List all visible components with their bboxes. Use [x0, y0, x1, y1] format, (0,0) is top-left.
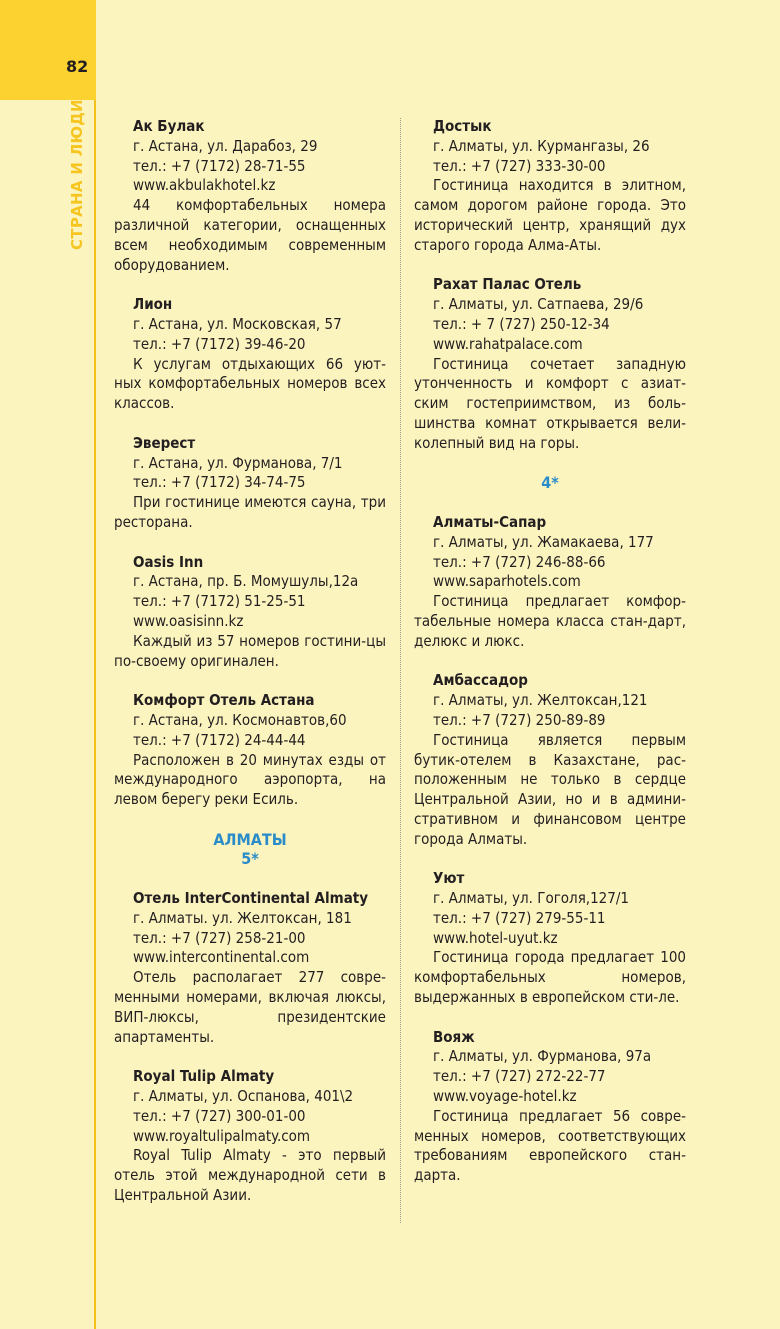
hotel-description: При гостинице имеются сауна, три ресторана. — [114, 493, 386, 531]
almaty-hotel-list — [114, 889, 386, 1206]
hotel-description: Расположен в 20 минутах езды от международного аэропорта, на левом берегу реки Есиль. — [114, 750, 386, 809]
hotel-address: г. Алматы, ул. Желтоксан,121 — [433, 691, 648, 710]
hotel-name: Амбассадор — [433, 671, 528, 690]
hotel-entry — [414, 513, 686, 652]
hotel-name: Вояж — [433, 1027, 475, 1046]
hotel-address: г. Астана, ул. Дарабоз, 29 — [133, 136, 318, 155]
hotel-phone: тел.: +7 (7172) 24-44-44 — [133, 730, 306, 749]
hotel-phone: тел.: +7 (7172) 28-71-55 — [133, 156, 306, 175]
hotel-phone: тел.: +7 (727) 250-89-89 — [433, 710, 606, 729]
hotel-entry — [414, 1028, 686, 1186]
hotel-website[interactable]: www.hotel-uyut.kz — [433, 928, 558, 947]
hotel-description: К услугам отдыхающих 66 уют-ных комфортабельных номеров всех классов. — [114, 354, 386, 413]
section-label: СТРАНА И ЛЮДИ — [68, 99, 86, 250]
hotel-address: г. Алматы, ул. Жамакаева, 177 — [433, 532, 654, 551]
hotel-description: Гостиница города предлагает 100 комфортабельных номеров, выдержанных в европейском сти-ле. — [414, 948, 686, 1007]
hotel-name: Отель InterContinental Almaty — [133, 889, 369, 908]
right-column — [414, 117, 686, 1206]
hotel-entry — [114, 117, 386, 275]
hotel-entry — [114, 434, 386, 533]
almaty-heading-block — [114, 830, 386, 870]
hotel-address: г. Алматы, ул. Курмангазы, 26 — [433, 136, 650, 155]
hotel-name: Комфорт Отель Астана — [133, 691, 315, 710]
hotel-address: г. Астана, ул. Московская, 57 — [133, 314, 342, 333]
hotel-entry — [114, 553, 386, 672]
hotel-address: г. Астана, ул. Космонавтов,60 — [133, 710, 347, 729]
hotel-name: Ак Булак — [133, 117, 205, 135]
hotel-phone: тел.: +7 (7172) 39-46-20 — [133, 334, 306, 353]
hotel-address: г. Алматы, ул. Сатпаева, 29/6 — [433, 295, 644, 314]
hotel-phone: тел.: + 7 (727) 250-12-34 — [433, 314, 610, 333]
hotel-description: Гостиница предлагает комфор-табельные номера класса стан-дарт, делюкс и люкс. — [414, 592, 686, 650]
hotel-name: Oasis Inn — [133, 552, 204, 571]
hotel-phone: тел.: +7 (727) 246-88-66 — [433, 552, 606, 571]
hotel-name: Рахат Палас Отель — [433, 275, 582, 294]
hotel-entry — [414, 275, 686, 453]
hotel-address: г. Алматы, ул. Фурманова, 97а — [433, 1047, 652, 1066]
hotel-website[interactable]: www.akbulakhotel.kz — [133, 176, 276, 195]
hotel-entry — [114, 691, 386, 810]
hotel-phone: тел.: +7 (7172) 34-74-75 — [133, 473, 306, 492]
hotel-website[interactable]: www.voyage-hotel.kz — [433, 1087, 577, 1106]
hotel-name: Эверест — [133, 433, 196, 452]
hotel-website[interactable]: www.intercontinental.com — [133, 948, 310, 967]
hotel-address: г. Алматы. ул. Желтоксан, 181 — [133, 908, 352, 927]
left-column — [114, 117, 386, 1226]
hotel-entry — [114, 1067, 386, 1206]
hotel-website[interactable]: www.rahatpalace.com — [433, 334, 583, 353]
hotel-entry — [414, 117, 686, 256]
hotel-address: г. Алматы, ул. Оспанова, 401\2 — [133, 1087, 354, 1106]
hotel-phone: тел.: +7 (727) 272-22-77 — [433, 1067, 606, 1086]
hotel-entry — [414, 869, 686, 1008]
hotel-website[interactable]: www.oasisinn.kz — [133, 611, 244, 630]
hotel-description: Отель располагает 277 совре-менными номерами, включая люксы, ВИП-люксы, президентские апартаменты. — [114, 968, 386, 1046]
hotel-name: Royal Tulip Almaty — [133, 1067, 275, 1086]
hotel-description: Гостиница находится в элитном, самом дорогом районе города. Это исторический центр, хранящий дух старого города Алма-Аты. — [414, 176, 686, 254]
hotel-name: Достык — [433, 117, 492, 135]
hotel-description: Каждый из 57 номеров гостини-цы по-своему оригинален. — [114, 631, 386, 670]
hotel-phone: тел.: +7 (727) 300-01-00 — [133, 1106, 306, 1125]
hotel-entry — [414, 671, 686, 849]
hotel-description: Гостиница является первым бутик-отелем в Казахстане, рас-положенным не только в сердце Центральной Азии, но и в админи-стративном и финансовом центре города Алматы. — [414, 730, 686, 848]
hotel-address: г. Алматы, ул. Гоголя,127/1 — [433, 889, 629, 908]
stars-heading-5: 5* — [241, 849, 259, 869]
astana-hotel-list — [114, 117, 386, 810]
hotel-phone: тел.: +7 (727) 333-30-00 — [433, 156, 606, 175]
page-number-tab — [0, 0, 96, 100]
hotel-address: г. Астана, ул. Фурманова, 7/1 — [133, 453, 343, 472]
hotel-website[interactable]: www.saparhotels.com — [433, 572, 581, 591]
hotel-entry — [114, 295, 386, 414]
hotel-name: Алматы-Сапар — [433, 512, 547, 531]
hotel-description: 44 комфортабельных номера различной категории, оснащенных всем необходимым современным оборудованием. — [114, 196, 386, 274]
hotel-description: Royal Tulip Almaty - это первый отель этой международной сети в Центральной Азии. — [114, 1146, 386, 1205]
hotel-website[interactable]: www.royaltulipalmaty.com — [133, 1126, 311, 1145]
hotel-name: Уют — [433, 869, 465, 888]
hotel-phone: тел.: +7 (727) 279-55-11 — [433, 908, 606, 927]
hotel-name: Лион — [133, 295, 173, 314]
almaty-4star-hotel-list — [414, 513, 686, 1186]
hotel-description: Гостиница сочетает западную утонченность и комфорт с азиат-ским гостеприимством, из боль-шинства комнат открывается вели-колепный вид на горы. — [414, 354, 686, 452]
page-number: 82 — [66, 57, 89, 76]
hotel-entry — [114, 889, 386, 1047]
almaty-5star-hotel-list — [414, 117, 686, 454]
stars-heading-block-4 — [414, 473, 686, 493]
city-heading: АЛМАТЫ — [213, 829, 287, 849]
hotel-phone: тел.: +7 (7172) 51-25-51 — [133, 592, 306, 611]
hotel-phone: тел.: +7 (727) 258-21-00 — [133, 928, 306, 947]
hotel-description: Гостиница предлагает 56 совре-менных номеров, соответствующих требованиям европейского стан-дарта. — [414, 1106, 686, 1185]
stars-heading-4: 4* — [541, 473, 559, 493]
hotel-address: г. Астана, пр. Б. Момушулы,12а — [133, 572, 359, 591]
column-divider — [400, 118, 401, 1223]
